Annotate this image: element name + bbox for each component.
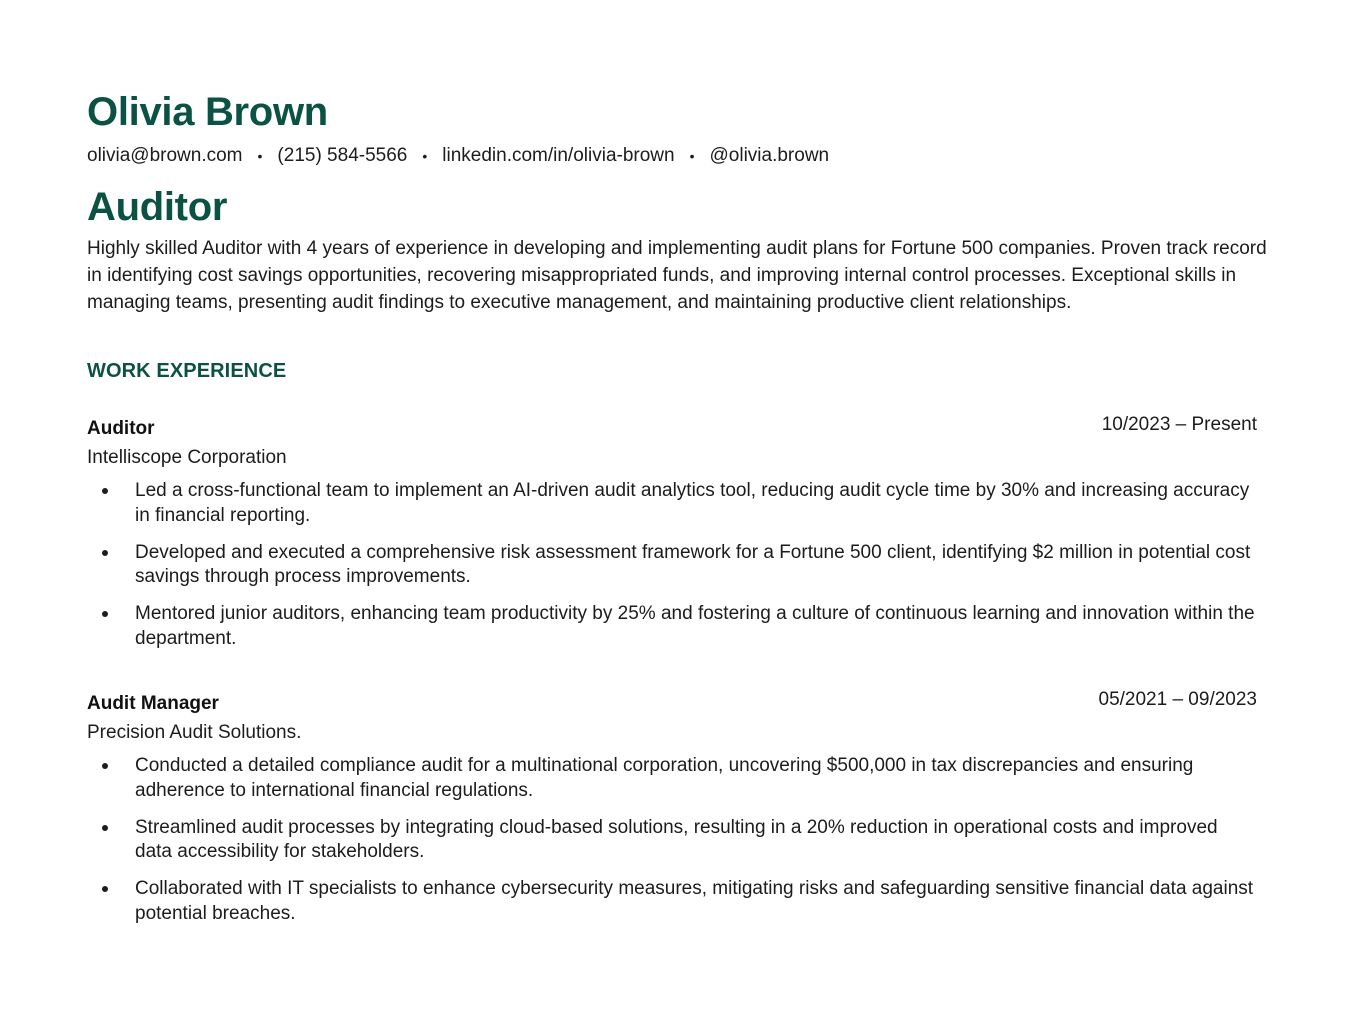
job-bullet	[87, 541, 1257, 590]
contact-separator: •	[689, 148, 695, 164]
contact-phone[interactable]: (215) 584-5566	[277, 145, 408, 166]
contact-separator: •	[422, 148, 428, 164]
candidate-name: Olivia Brown	[87, 90, 328, 134]
bullet-dot-icon	[102, 488, 108, 494]
bullet-dot-icon	[102, 825, 108, 831]
job-bullet-text: Collaborated with IT specialists to enhance cybersecurity measures, mitigating risks and safeguarding sensitive financial data against potential breaches.	[135, 878, 1254, 924]
contact-line	[87, 144, 1257, 168]
job-entry	[87, 416, 1257, 651]
job-dates: 05/2021 – 09/2023	[1098, 689, 1257, 711]
job-bullet	[87, 754, 1257, 803]
bullet-dot-icon	[102, 886, 108, 892]
job-bullet-text: Mentored junior auditors, enhancing team productivity by 25% and fostering a culture of continuous learning and innovation within the department.	[135, 603, 1255, 649]
job-company: Precision Audit Solutions.	[87, 722, 302, 744]
bullet-dot-icon	[102, 763, 108, 769]
job-header	[87, 416, 1257, 442]
contact-email[interactable]: olivia@brown.com	[87, 145, 243, 166]
job-bullet-text: Conducted a detailed compliance audit for a multinational corporation, uncovering $500,000 in tax discrepancies and ensuring adherence to international financial regulations.	[135, 755, 1194, 801]
job-bullet-text: Led a cross-functional team to implement an AI-driven audit analytics tool, reducing audit cycle time by 30% and increasing accuracy in financial reporting.	[135, 480, 1250, 526]
job-title: Audit Manager	[87, 693, 219, 715]
job-bullet-text: Developed and executed a comprehensive risk assessment framework for a Fortune 500 client, identifying $2 million in potential cost savings through process improvements.	[135, 541, 1251, 588]
contact-handle[interactable]: @olivia.brown	[709, 145, 830, 166]
bullet-dot-icon	[102, 611, 108, 617]
profile-summary: Highly skilled Auditor with 4 years of experience in developing and implementing audit plans for Fortune 500 companies. Proven track record in identifying cost savings opportunities, recovering misappropriated funds, and improving internal control processes. Exceptional skills in managing teams, presenting audit findings to executive management, and maintaining productive client relationships.	[87, 238, 1267, 313]
job-entry	[87, 691, 1257, 926]
contact-separator: •	[257, 148, 263, 164]
job-bullet	[87, 602, 1257, 651]
job-bullet-text: Streamlined audit processes by integrating cloud-based solutions, resulting in a 20% reduction in operational costs and improved data accessibility for stakeholders.	[135, 816, 1218, 863]
job-dates: 10/2023 – Present	[1101, 414, 1257, 436]
job-header	[87, 691, 1257, 717]
job-bullet-list	[87, 479, 1257, 651]
job-bullet-list	[87, 754, 1257, 926]
section-heading-work-experience: WORK EXPERIENCE	[87, 360, 287, 383]
job-company: Intelliscope Corporation	[87, 447, 287, 469]
job-bullet	[87, 816, 1257, 865]
job-bullet	[87, 479, 1257, 528]
profile-title: Auditor	[87, 185, 228, 229]
contact-linkedin[interactable]: linkedin.com/in/olivia-brown	[442, 145, 675, 166]
job-title: Auditor	[87, 418, 155, 440]
bullet-dot-icon	[102, 550, 108, 556]
resume-page	[87, 88, 1267, 939]
job-bullet	[87, 877, 1257, 926]
